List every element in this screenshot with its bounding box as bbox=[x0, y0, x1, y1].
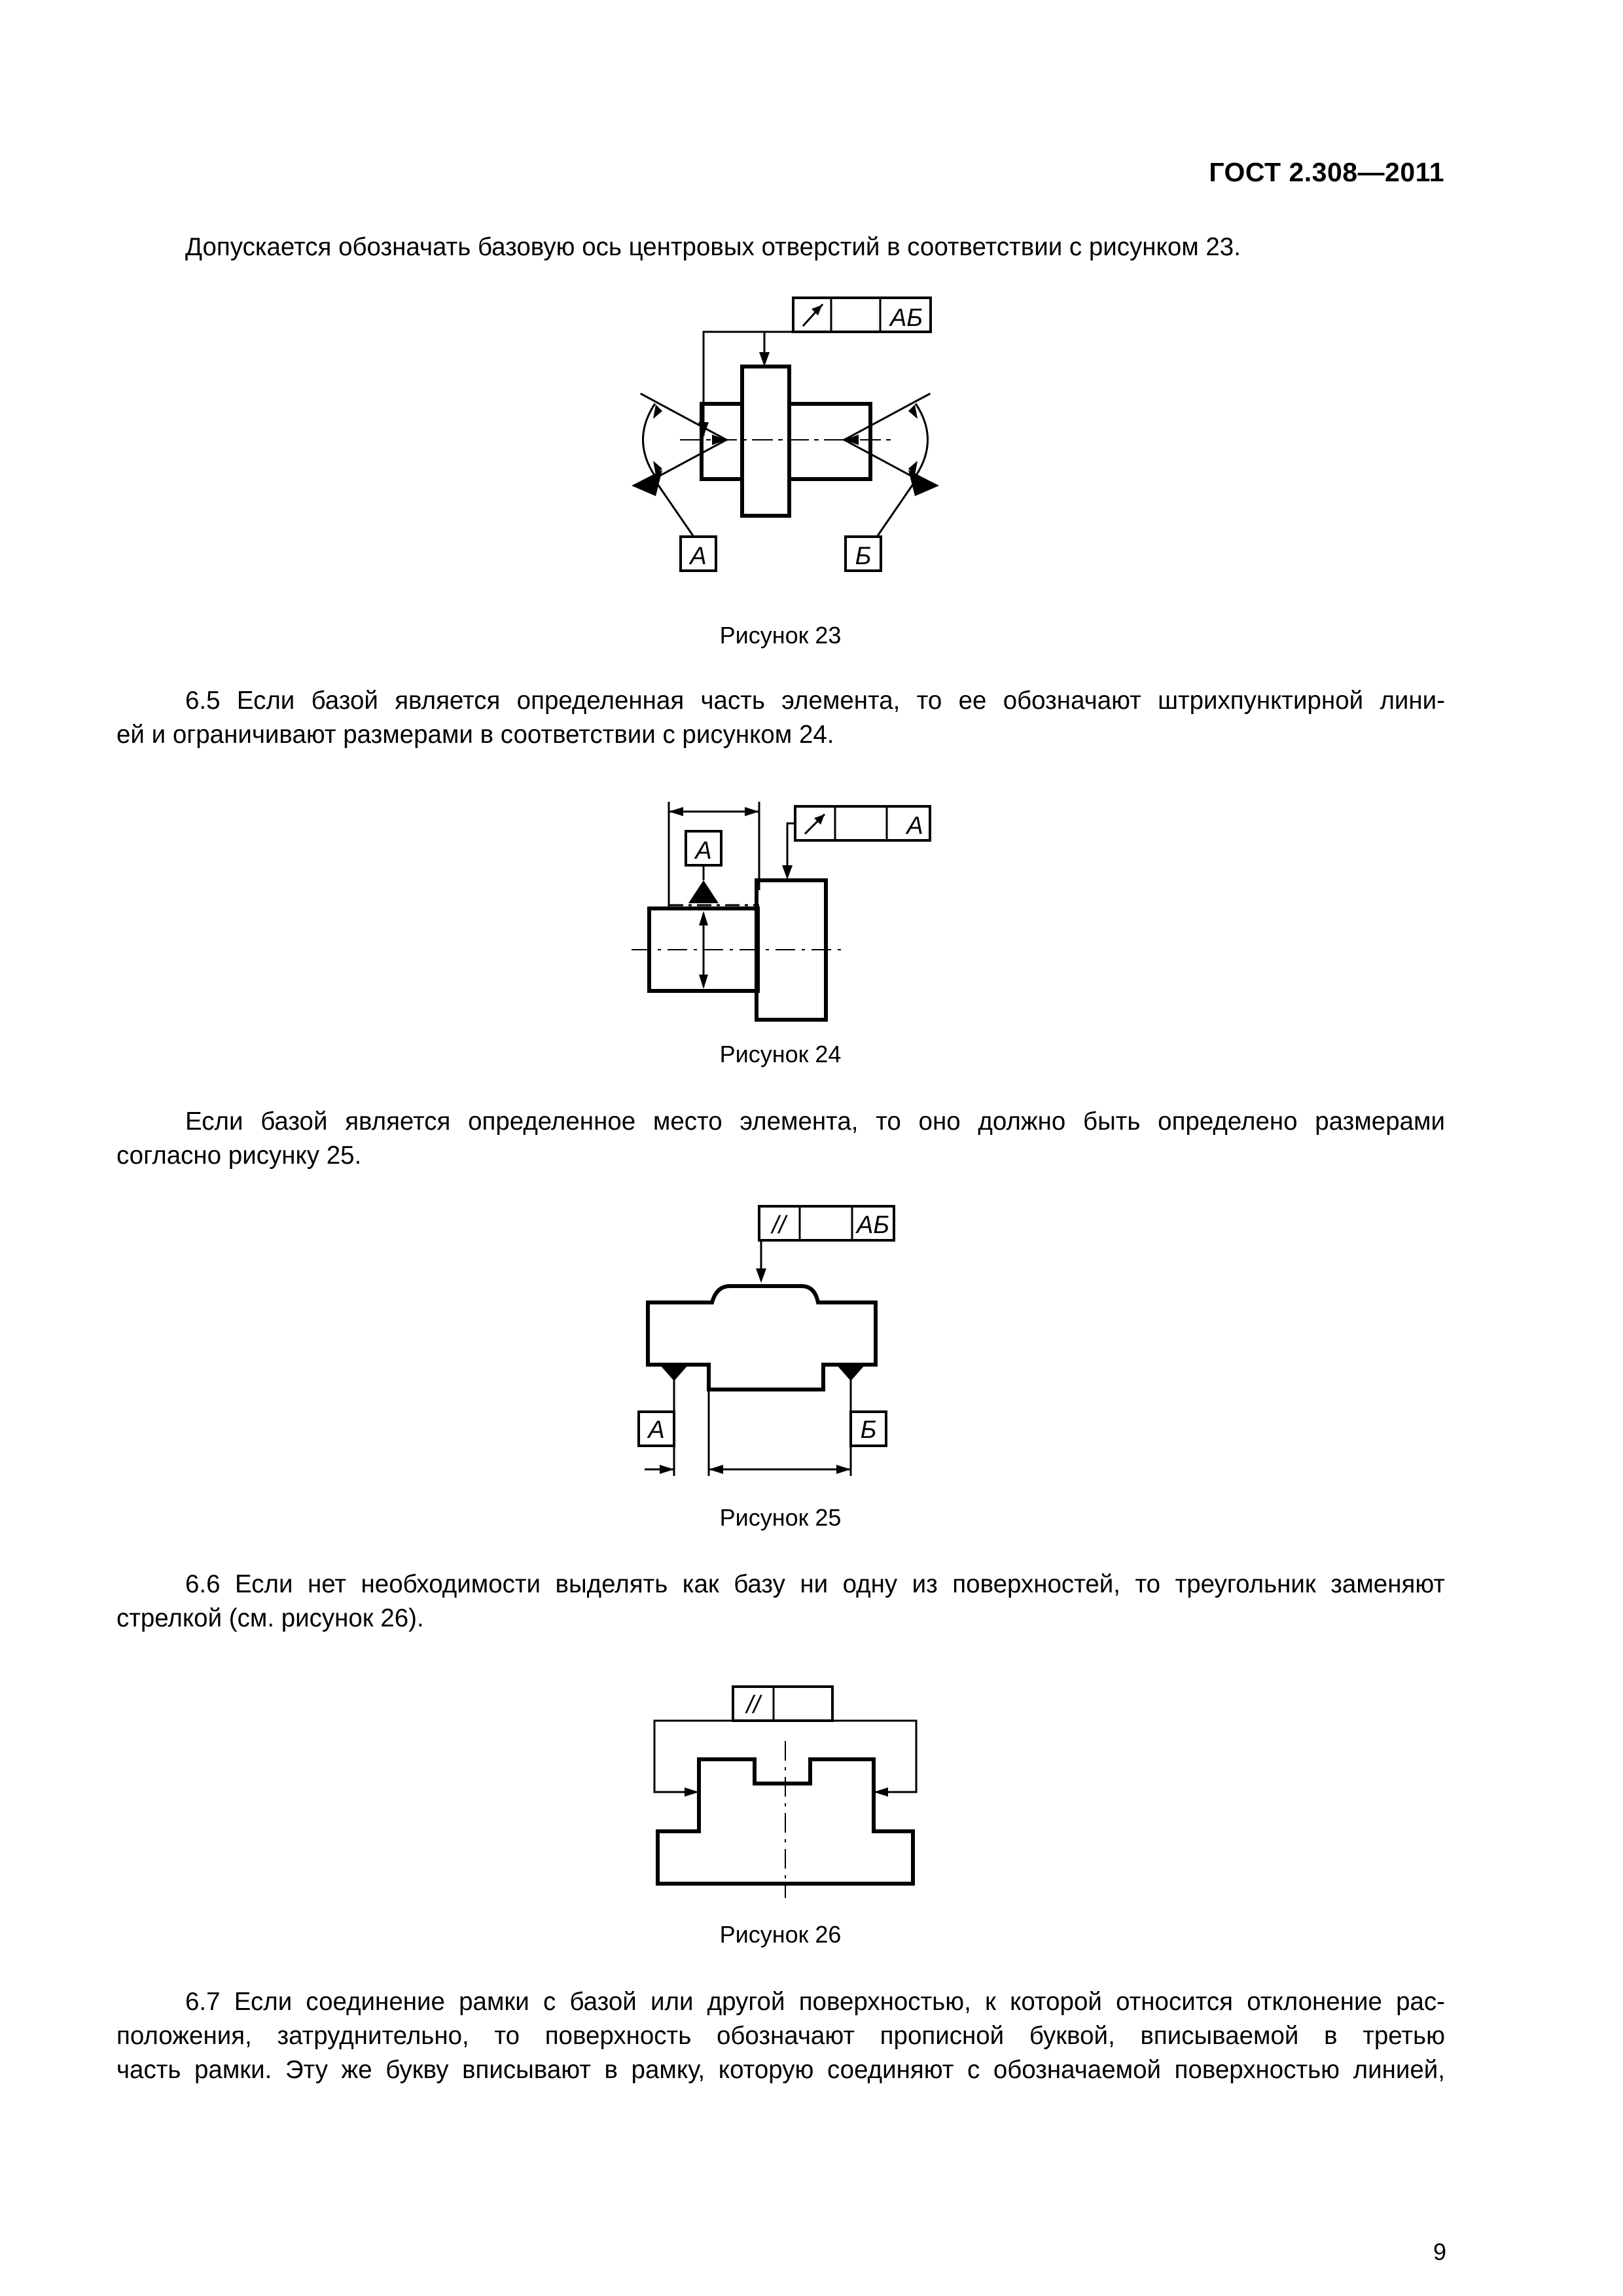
paragraph-line: стрелкой (см. рисунок 26). bbox=[116, 1604, 424, 1632]
paragraph-line: Допускается обозначать базовую ось центровых отверстий в соответствии с рисунком 23. bbox=[185, 233, 1241, 261]
fig23-datum-a: А bbox=[690, 543, 707, 570]
figure-24-caption: Рисунок 24 bbox=[719, 1041, 842, 1067]
paragraph-line: положения, затруднительно, то поверхность обозначают прописной буквой, вписываемой в третью bbox=[116, 2022, 1445, 2050]
fig25-frame-symbol: // bbox=[772, 1211, 786, 1239]
arrow-icon bbox=[874, 1787, 888, 1797]
fig25-frame-datum: АБ bbox=[856, 1211, 890, 1239]
paragraph-line: 6.6 Если нет необходимости выделять как базу ни одну из поверхностей, то треугольник заменяют bbox=[185, 1570, 1445, 1598]
arrow-icon bbox=[685, 1787, 699, 1797]
paragraph-line: 6.7 Если соединение рамки с базой или другой поверхностью, к которой относится отклонение рас- bbox=[185, 1988, 1445, 2016]
fig24-frame-datum: А bbox=[906, 812, 923, 840]
fig26-frame-symbol: // bbox=[746, 1691, 760, 1719]
paragraph-line: 6.5 Если базой является определенная часть элемента, то ее обозначают штрихпунктирной лини- bbox=[185, 687, 1445, 715]
paragraph-line: часть рамки. Эту же букву вписывают в рамку, которую соединяют с обозначаемой поверхностью линией, bbox=[116, 2056, 1445, 2084]
paragraph-line: согласно рисунку 25. bbox=[116, 1141, 362, 1170]
fig25-datum-b: Б bbox=[860, 1416, 877, 1444]
fig24-datum: А bbox=[695, 837, 712, 865]
paragraph-line: ей и ограничивают размерами в соответствии с рисунком 24. bbox=[116, 721, 834, 749]
figure-26-caption: Рисунок 26 bbox=[719, 1921, 842, 1948]
standard-header: ГОСТ 2.308—2011 bbox=[1209, 157, 1444, 187]
figure-23-caption: Рисунок 23 bbox=[719, 622, 842, 649]
paragraph-line: Если базой является определенное место элемента, то оно должно быть определено размерами bbox=[185, 1107, 1445, 1136]
fig23-frame-datum: АБ bbox=[889, 304, 923, 332]
paragraph-5 bbox=[116, 1985, 1445, 2087]
figure-25-caption: Рисунок 25 bbox=[719, 1504, 842, 1531]
fig23-datum-b: Б bbox=[855, 543, 872, 570]
page-number: 9 bbox=[1433, 2238, 1446, 2265]
fig25-datum-a: А bbox=[648, 1416, 665, 1444]
